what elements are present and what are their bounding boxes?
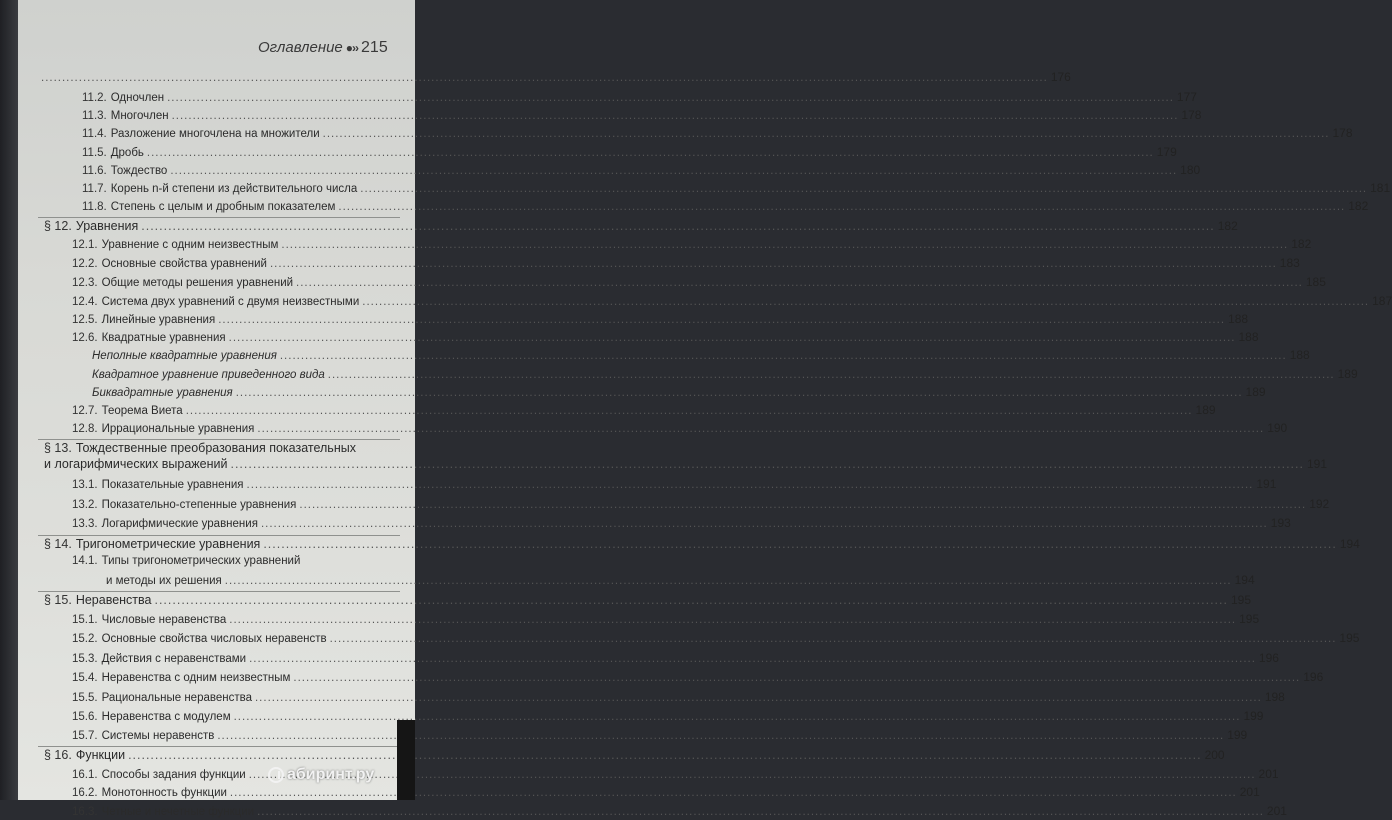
watermark	[268, 766, 374, 784]
toc-entry-number: 15.3.	[72, 653, 98, 665]
toc-leader-dots	[236, 387, 1243, 399]
toc-entry-row	[82, 108, 1202, 124]
toc-section-row	[44, 457, 1328, 473]
toc-page-number: 195	[1230, 593, 1252, 607]
toc-entry-title: Рациональные неравенства	[101, 692, 252, 704]
toc-entry-title: Логарифмические уравнения	[101, 518, 258, 530]
toc-page-number: 192	[1309, 497, 1330, 511]
toc-entry-title: Разложение многочлена на множители	[110, 128, 320, 140]
toc-page-number: 179	[1156, 145, 1177, 159]
toc-leader-dots	[360, 183, 1367, 195]
watermark-text: абиринт.ру	[287, 766, 375, 783]
toc-entry-number: 16.2.	[72, 787, 98, 799]
toc-entry-number: 11.3.	[82, 110, 107, 122]
toc-page-number: 199	[1243, 709, 1264, 723]
toc-page-number: 196	[1303, 670, 1324, 684]
toc-leader-dots	[167, 92, 1174, 104]
toc-leader-dots	[330, 633, 1337, 645]
toc-leader-dots	[328, 369, 1335, 381]
toc-entry-title: Способы задания функции	[101, 769, 246, 781]
section-divider	[38, 746, 400, 747]
toc-section-row	[44, 219, 1238, 235]
toc-entry-title: Типы тригонометрических уравнений	[101, 555, 301, 567]
toc-entry-number: 15.6.	[72, 711, 98, 723]
toc-leader-dots	[230, 787, 1237, 799]
toc-leader-dots	[218, 314, 1225, 326]
toc-page-number: 196	[1258, 651, 1279, 665]
toc-leader-dots	[172, 110, 1179, 122]
toc-page-number: 191	[1306, 457, 1328, 471]
section-divider	[38, 535, 400, 536]
toc-leader-dots	[299, 499, 1306, 511]
toc-section-row	[44, 748, 1225, 764]
toc-entry-row	[72, 612, 1260, 628]
toc-entry-row	[82, 163, 1201, 179]
toc-entry-title: Иррациональные уравнения	[101, 423, 255, 435]
toc-entry-title: Основные свойства числовых неравенств	[101, 633, 327, 645]
toc-leader-dots	[154, 593, 1228, 607]
toc-entry-title: Тригонометрические уравнения	[75, 537, 261, 551]
toc-page-number: 198	[1264, 690, 1285, 704]
toc-entry-row	[38, 70, 1071, 86]
toc-entry-title: Система двух уравнений с двумя неизвестными	[101, 296, 360, 308]
toc-entry-number: 11.2.	[82, 92, 107, 104]
toc-entry-row	[82, 126, 1353, 142]
toc-entry-row	[72, 670, 1324, 686]
toc-entry-title: Неравенства с модулем	[101, 711, 231, 723]
toc-entry-number: 16.3.	[72, 806, 98, 818]
toc-leader-dots	[270, 258, 1277, 270]
toc-entry-title: Квадратные уравнения	[101, 332, 226, 344]
toc-entry-row	[72, 477, 1277, 493]
toc-entry-row	[82, 145, 1177, 161]
toc-entry-title: Одночлен	[110, 92, 165, 104]
toc-page-number: 201	[1239, 785, 1260, 799]
toc-leader-dots	[338, 201, 1345, 213]
book-spine-shadow	[0, 0, 18, 800]
background-edge	[397, 720, 415, 800]
toc-entry-row	[72, 421, 1288, 437]
toc-page-number: 195	[1339, 631, 1360, 645]
toc-entry-row	[72, 294, 1392, 310]
toc-entry-title: Неполные квадратные уравнения	[92, 350, 277, 362]
toc-entry-title: Корень n-й степени из действительного числа	[110, 183, 358, 195]
toc-entry-number: 12.7.	[72, 405, 98, 417]
toc-leader-dots	[225, 575, 1232, 587]
toc-entry-number: 13.1.	[72, 479, 98, 491]
toc-entry-row	[72, 312, 1249, 328]
toc-entry-row	[82, 199, 1369, 215]
toc-leader-dots	[147, 147, 1154, 159]
toc-page-number: 190	[1267, 421, 1288, 435]
toc-leader-dots	[229, 614, 1236, 626]
toc-entry-title: Неравенства с одним неизвестным	[101, 672, 291, 684]
section-divider	[38, 439, 400, 440]
toc-page-number: 183	[1279, 256, 1300, 270]
toc-leader-dots	[280, 350, 1287, 362]
toc-entry-number: 12.5.	[72, 314, 98, 326]
toc-entry-number: 12.2.	[72, 258, 98, 270]
toc-entry-number: 12.3.	[72, 277, 98, 289]
toc-entry-number: 15.1.	[72, 614, 98, 626]
toc-page-number: 191	[1256, 477, 1277, 491]
toc-entry-row	[92, 385, 1266, 401]
toc-leader-dots	[141, 219, 1215, 233]
toc-leader-dots	[323, 128, 1330, 140]
toc-entry-number: 15.2.	[72, 633, 98, 645]
header-ornament: ●››	[345, 41, 359, 55]
toc-entry-title: Действия с неравенствами	[101, 653, 247, 665]
table-of-contents	[18, 0, 1392, 818]
toc-entry-number: 13.2.	[72, 499, 98, 511]
toc-entry-title: Функции	[75, 748, 126, 762]
toc-entry-title: Числовые неравенства	[101, 614, 227, 626]
toc-entry-row	[72, 631, 1360, 647]
toc-entry-number: 12.1.	[72, 239, 98, 251]
toc-leader-dots	[186, 405, 1193, 417]
toc-leader-dots	[257, 806, 1264, 818]
toc-entry-row	[72, 690, 1285, 706]
toc-entry-row	[72, 651, 1279, 667]
toc-page-number: 177	[1176, 90, 1197, 104]
toc-leader-dots	[229, 332, 1236, 344]
toc-entry-number: 11.8.	[82, 201, 107, 213]
toc-page-number: 176	[1050, 70, 1071, 84]
toc-page-number: 187	[1372, 294, 1392, 308]
toc-entry-number: § 16.	[44, 748, 72, 762]
toc-entry-row	[72, 804, 1287, 820]
toc-page-number: 199	[1227, 728, 1248, 742]
toc-entry-title: Дробь	[110, 147, 144, 159]
book-page	[18, 0, 1392, 818]
toc-section-row	[44, 537, 1360, 553]
toc-entry-title: и методы их решения	[106, 575, 222, 587]
toc-entry-title: и логарифмических выражений	[44, 457, 228, 471]
toc-entry-number: 11.5.	[82, 147, 107, 159]
toc-leader-dots	[249, 653, 1256, 665]
toc-section-row	[44, 593, 1252, 609]
toc-entry-title: Тождество	[110, 165, 168, 177]
toc-page-number: 193	[1270, 516, 1291, 530]
toc-leader-dots	[128, 748, 1202, 762]
toc-leader-dots	[263, 537, 1337, 551]
toc-leader-dots	[261, 518, 1268, 530]
toc-leader-dots	[247, 479, 1254, 491]
toc-entry-title: Степень с целым и дробным показателем	[110, 201, 336, 213]
toc-entry-row	[72, 497, 1330, 513]
toc-leader-dots	[230, 457, 1304, 471]
toc-entry-title: Квадратное уравнение приведенного вида	[92, 369, 325, 381]
toc-entry-title: Четные и нечетные функции	[101, 806, 255, 818]
toc-entry-row	[72, 728, 1248, 744]
toc-page-number: 180	[1180, 163, 1201, 177]
toc-leader-dots	[257, 423, 1264, 435]
toc-entry-title: Многочлен	[110, 110, 169, 122]
toc-entry-row	[72, 555, 398, 571]
toc-entry-row	[72, 237, 1312, 253]
toc-entry-number: § 15.	[44, 593, 72, 607]
toc-entry-title: Биквадратные уравнения	[92, 387, 233, 399]
toc-entry-number: 14.1.	[72, 555, 98, 567]
toc-page-number: 188	[1228, 312, 1249, 326]
toc-page-number: 182	[1348, 199, 1369, 213]
toc-leader-dots	[217, 730, 1224, 742]
toc-entry-row	[72, 403, 1216, 419]
toc-entry-title: Общие методы решения уравнений	[101, 277, 294, 289]
section-divider	[38, 591, 400, 592]
toc-entry-title: Тождественные преобразования показательных	[75, 441, 356, 455]
toc-entry-title: Теорема Виета	[101, 405, 183, 417]
toc-entry-row	[82, 181, 1391, 197]
toc-page-number: 194	[1339, 537, 1360, 551]
labirint-logo-icon	[268, 767, 284, 783]
toc-leader-dots	[41, 72, 1048, 84]
toc-entry-number: § 13.	[44, 441, 72, 455]
toc-entry-number: § 12.	[44, 219, 72, 233]
toc-page-number: 189	[1195, 403, 1216, 417]
toc-page-number: 178	[1332, 126, 1353, 140]
toc-page-number: 189	[1337, 367, 1358, 381]
toc-entry-number: 15.7.	[72, 730, 98, 742]
toc-page-number: 201	[1266, 804, 1287, 818]
toc-entry-title: Монотонность функции	[101, 787, 227, 799]
toc-entry-title: Уравнение с одним неизвестным	[101, 239, 279, 251]
toc-page-number: 182	[1217, 219, 1238, 233]
toc-page-number: 185	[1305, 275, 1326, 289]
toc-entry-title: Показательные уравнения	[101, 479, 244, 491]
toc-page-number: 178	[1181, 108, 1202, 122]
toc-entry-number: 11.7.	[82, 183, 107, 195]
toc-entry-row	[72, 256, 1300, 272]
toc-entry-row	[92, 367, 1358, 383]
section-divider	[38, 217, 400, 218]
header-page-number: 215	[361, 39, 388, 56]
toc-entry-number: 12.8.	[72, 423, 98, 435]
toc-page-number: 189	[1245, 385, 1266, 399]
toc-entry-row	[72, 275, 1326, 291]
toc-page-number: 194	[1234, 573, 1255, 587]
toc-page-number: 181	[1370, 181, 1391, 195]
toc-entry-number: 16.1.	[72, 769, 98, 781]
toc-entry-title: Основные свойства уравнений	[101, 258, 267, 270]
header-title: Оглавление	[258, 39, 343, 56]
toc-leader-dots	[362, 296, 1369, 308]
toc-entry-number: 15.4.	[72, 672, 98, 684]
toc-leader-dots	[234, 711, 1241, 723]
toc-entry-row	[72, 709, 1264, 725]
toc-entry-number: 15.5.	[72, 692, 98, 704]
toc-page-number: 182	[1291, 237, 1312, 251]
toc-page-number: 195	[1239, 612, 1260, 626]
toc-section-row	[44, 441, 398, 457]
toc-entry-row	[106, 573, 1255, 589]
toc-page-number: 188	[1238, 330, 1259, 344]
toc-entry-number: 13.3.	[72, 518, 98, 530]
toc-leader-dots	[170, 165, 1177, 177]
toc-page-number: 201	[1258, 767, 1279, 781]
toc-entry-title: Показательно-степенные уравнения	[101, 499, 297, 511]
toc-entry-row	[72, 330, 1259, 346]
toc-leader-dots	[293, 672, 1300, 684]
toc-entry-row	[72, 516, 1291, 532]
toc-entry-number: 11.6.	[82, 165, 107, 177]
toc-page-number: 200	[1204, 748, 1225, 762]
toc-entry-row	[92, 348, 1310, 364]
toc-entry-title: Уравнения	[75, 219, 139, 233]
toc-entry-number: 11.4.	[82, 128, 107, 140]
toc-entry-title: Неравенства	[75, 593, 152, 607]
toc-leader-dots	[296, 277, 1303, 289]
toc-leader-dots	[281, 239, 1288, 251]
toc-leader-dots	[255, 692, 1262, 704]
toc-page-number: 188	[1289, 348, 1310, 362]
toc-entry-title: Системы неравенств	[101, 730, 215, 742]
toc-entry-row	[82, 90, 1197, 106]
toc-entry-row	[72, 785, 1260, 801]
toc-entry-number: § 14.	[44, 537, 72, 551]
toc-entry-title: Линейные уравнения	[101, 314, 216, 326]
toc-entry-number: 12.6.	[72, 332, 98, 344]
toc-entry-number: 12.4.	[72, 296, 98, 308]
